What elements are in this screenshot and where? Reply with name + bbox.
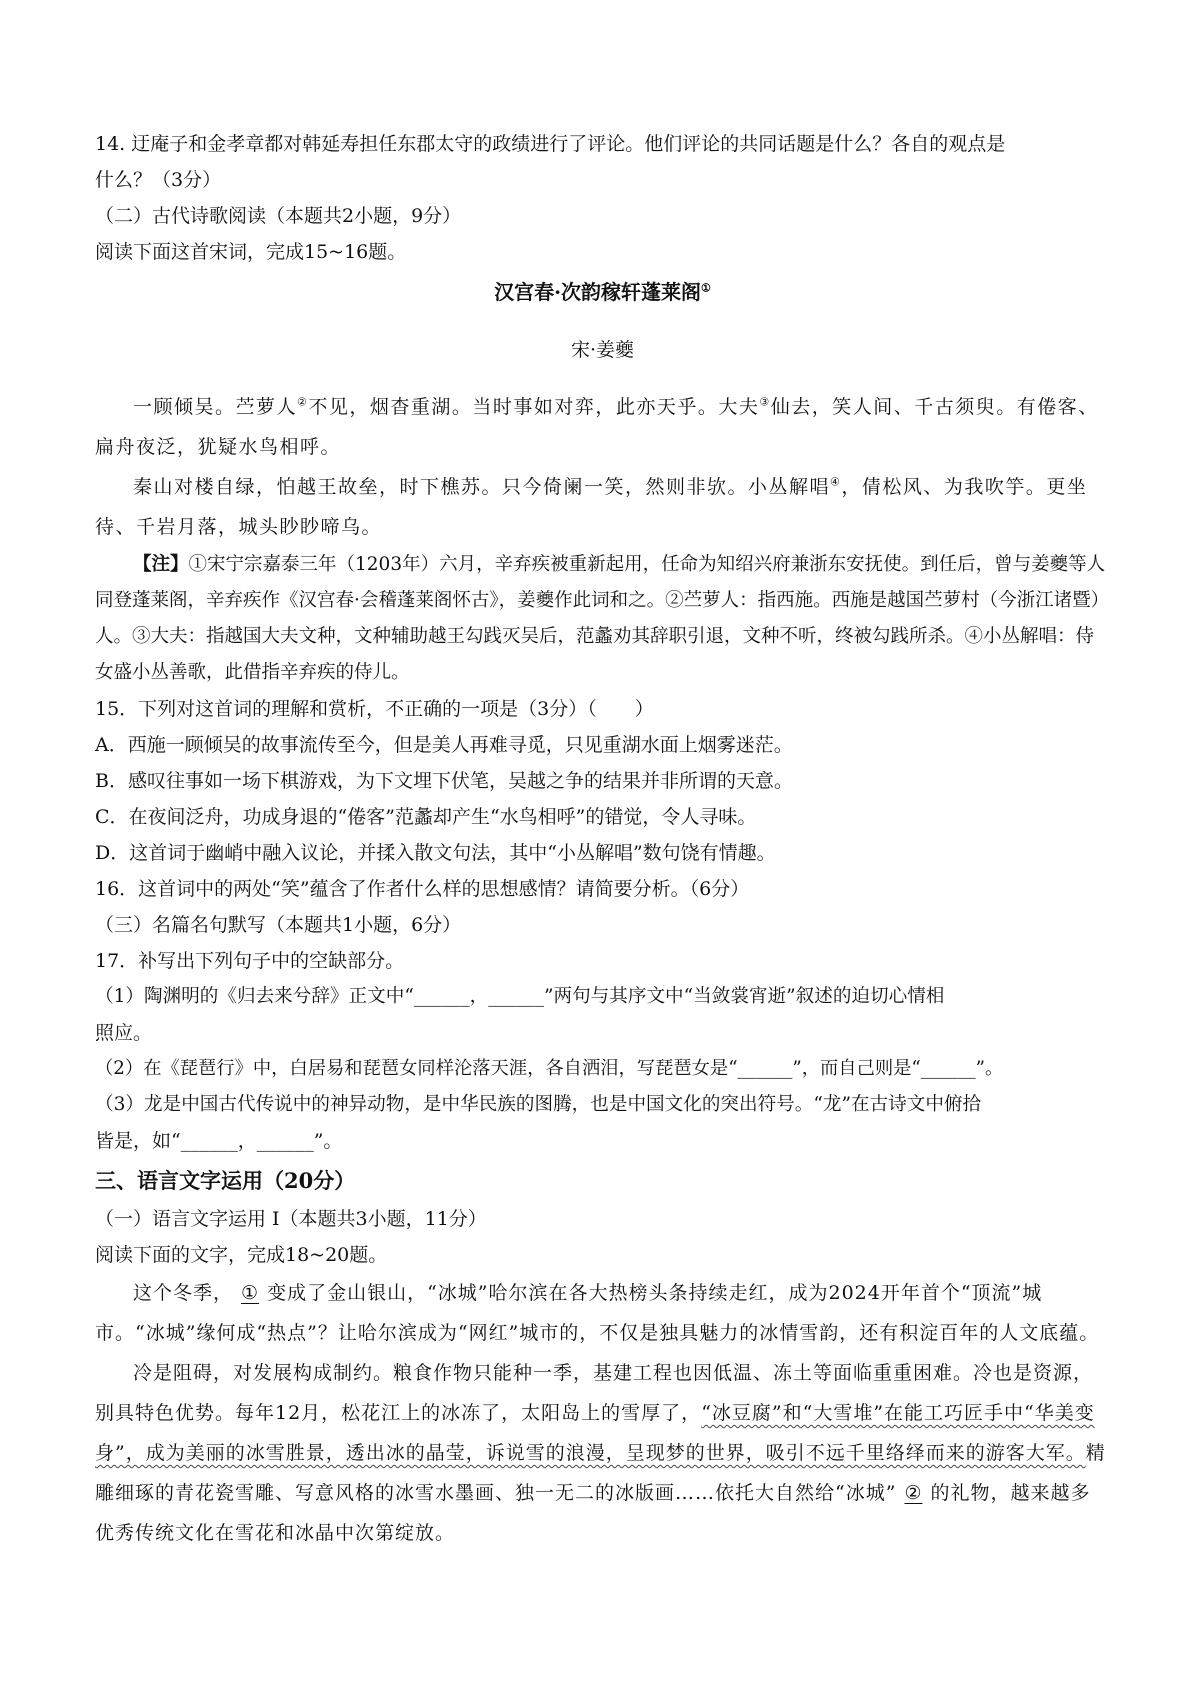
section3-instruction: 阅读下面的文字，完成18~20题。 — [95, 1244, 388, 1266]
wavy-underlined-sentence: “冰豆腐”和“大雪堆”在能工巧匠手中“华美变身”，成为美丽的冰雪胜景，透出冰的晶莹，诉说雪的浪漫，呈现梦的世界，吸引不远千里络绎而来的游客大军。 — [95, 1402, 1095, 1464]
poem-stanza-1-part-c: 仙去，笑人间、千古须臾。有倦客、扁舟夜泛，犹疑水鸟相呼。 — [95, 396, 1099, 458]
poem-title-text: 汉宫春·次韵稼轩蓬莱阁 — [494, 280, 702, 304]
section3-header: 三、语言文字运用（20分） — [95, 1168, 356, 1193]
poem-title — [95, 272, 1110, 312]
passage-p1-part-b: 变成了金山银山，“冰城”哈尔滨在各大热榜头条持续走红，成为2024开年首个“顶流”城市。“冰城”缘何成“热点”？让哈尔滨成为“网红”城市的，不仅是独具魅力的冰情雪韵，还有积淀百年的人文底蕴。 — [95, 1282, 1100, 1344]
footnote-mark-3: ③ — [759, 395, 771, 409]
q15-option-c: C．在夜间泛舟，功成身退的“倦客”范蠡却产生“水鸟相呼”的错觉，令人寻味。 — [95, 806, 757, 828]
poem-stanza-1 — [95, 387, 1110, 467]
passage-paragraph-1 — [95, 1273, 1110, 1353]
q17-item3-line2: 皆是，如“______，______”。 — [95, 1130, 343, 1152]
q14-line1: 14. 迂庵子和金孝章都对韩延寿担任东郡太守的政绩进行了评论。他们评论的共同话题是什么？各自的观点是 — [95, 133, 1006, 155]
q15-option-b: B．感叹往事如一场下棋游戏，为下文埋下伏笔，吴越之争的结果并非所谓的天意。 — [95, 770, 793, 792]
passage-p1-part-a: 这个冬季， — [133, 1282, 234, 1304]
passage-p2-part-c: 的礼物，越来越多优秀传统文化在雪花和冰晶中次第绽放。 — [95, 1482, 1091, 1544]
poem-stanza-2-part-a: 秦山对楼自绿，怕越王故垒，时下樵苏。只今倚阑一笑，然则非欤。小丛解唱 — [133, 476, 831, 498]
q17-item1-line1: （1）陶渊明的《归去来兮辞》正文中“______，______”两句与其序文中“当敛裳宵逝”叙述的迫切心情相 — [95, 986, 945, 1007]
notes-text: ①宋宁宗嘉泰三年（1203年）六月，辛弃疾被重新起用，任命为知绍兴府兼浙东安抚使。到任后，曾与姜夔等人同登蓬莱阁，辛弃疾作《汉宫春·会稽蓬莱阁怀古》，姜夔作此词和之。②苎萝人：指西施。西施是越国苎萝村（今浙江诸暨）人。③大夫：指越国大夫文种，文种辅助越王勾践灭吴后，范蠡劝其辞职引退，文种不听，终被勾践所杀。④小丛解唱：侍女盛小丛善歌，此借指辛弃疾的侍儿。 — [95, 554, 1110, 683]
notes-lead: 【注】 — [133, 554, 189, 575]
passage-paragraph-2 — [95, 1353, 1110, 1553]
q17-item2: （2）在《琵琶行》中，白居易和琵琶女同样沦落天涯，各自洒泪，写琵琶女是“______”，而自己则是“______”。 — [95, 1058, 1004, 1079]
poem-notes — [95, 547, 1110, 691]
q15-option-a: A．西施一顾倾吴的故事流传至今，但是美人再难寻觅，只见重湖水面上烟雾迷茫。 — [95, 734, 793, 756]
poem-stanza-1-part-b: 不见，烟杳重湖。当时事如对弈，此亦天乎。大夫 — [308, 396, 760, 418]
part3-header: （三）名篇名句默写（本题共1小题，6分） — [95, 914, 462, 936]
blank-2: ② — [904, 1482, 923, 1504]
exam-page — [95, 126, 1110, 1553]
q17-stem: 17．补写出下列句子中的空缺部分。 — [95, 950, 405, 972]
q15-option-d: D．这首词于幽峭中融入议论，并揉入散文句法，其中“小丛解唱”数句饶有情趣。 — [95, 842, 776, 864]
poem-stanza-1-part-a: 一顾倾吴。苎萝人 — [133, 396, 298, 418]
section3-sub-header: （一）语言文字运用 I（本题共3小题，11分） — [95, 1208, 487, 1230]
footnote-mark-4: ④ — [830, 475, 842, 489]
part2-header: （二）古代诗歌阅读（本题共2小题，9分） — [95, 205, 462, 227]
poem-title-footnote-mark: ① — [701, 281, 711, 295]
poem-stanza-2-part-b: ，倩松风、为我吹竽。更坐待、千岩月落，城头眇眇啼乌。 — [95, 476, 1088, 538]
q16-stem: 16．这首词中的两处“笑”蕴含了作者什么样的思想感情？请简要分析。（6分） — [95, 878, 750, 900]
q17-item3-line1: （3）龙是中国古代传说中的神异动物，是中华民族的图腾，也是中国文化的突出符号。“龙”在古诗文中俯拾 — [95, 1094, 982, 1115]
passage-p2-part-b: 精雕细琢的青花瓷雪雕、写意风格的冰雪水墨画、独一无二的冰版画……依托大自然给“冰城” — [95, 1442, 1106, 1504]
footnote-mark-2: ② — [297, 395, 309, 409]
q17-item1-line2: 照应。 — [95, 1022, 153, 1044]
q15-stem: 15．下列对这首词的理解和赏析，不正确的一项是（3分）（ ） — [95, 698, 654, 720]
part2-instruction: 阅读下面这首宋词，完成15~16题。 — [95, 241, 407, 263]
poem-author: 宋·姜夔 — [570, 339, 635, 361]
passage-p2-part-a: 冷是阻碍，对发展构成制约。粮食作物只能种一季，基建工程也因低温、冻土等面临重重困难。冷也是资源，别具特色优势。每年12月，松花江上的冰冻了，太阳岛上的雪厚了， — [95, 1362, 1094, 1424]
q14-line2: 什么？（3分） — [95, 169, 222, 191]
blank-1: ① — [241, 1282, 260, 1304]
poem-stanza-2 — [95, 467, 1110, 547]
